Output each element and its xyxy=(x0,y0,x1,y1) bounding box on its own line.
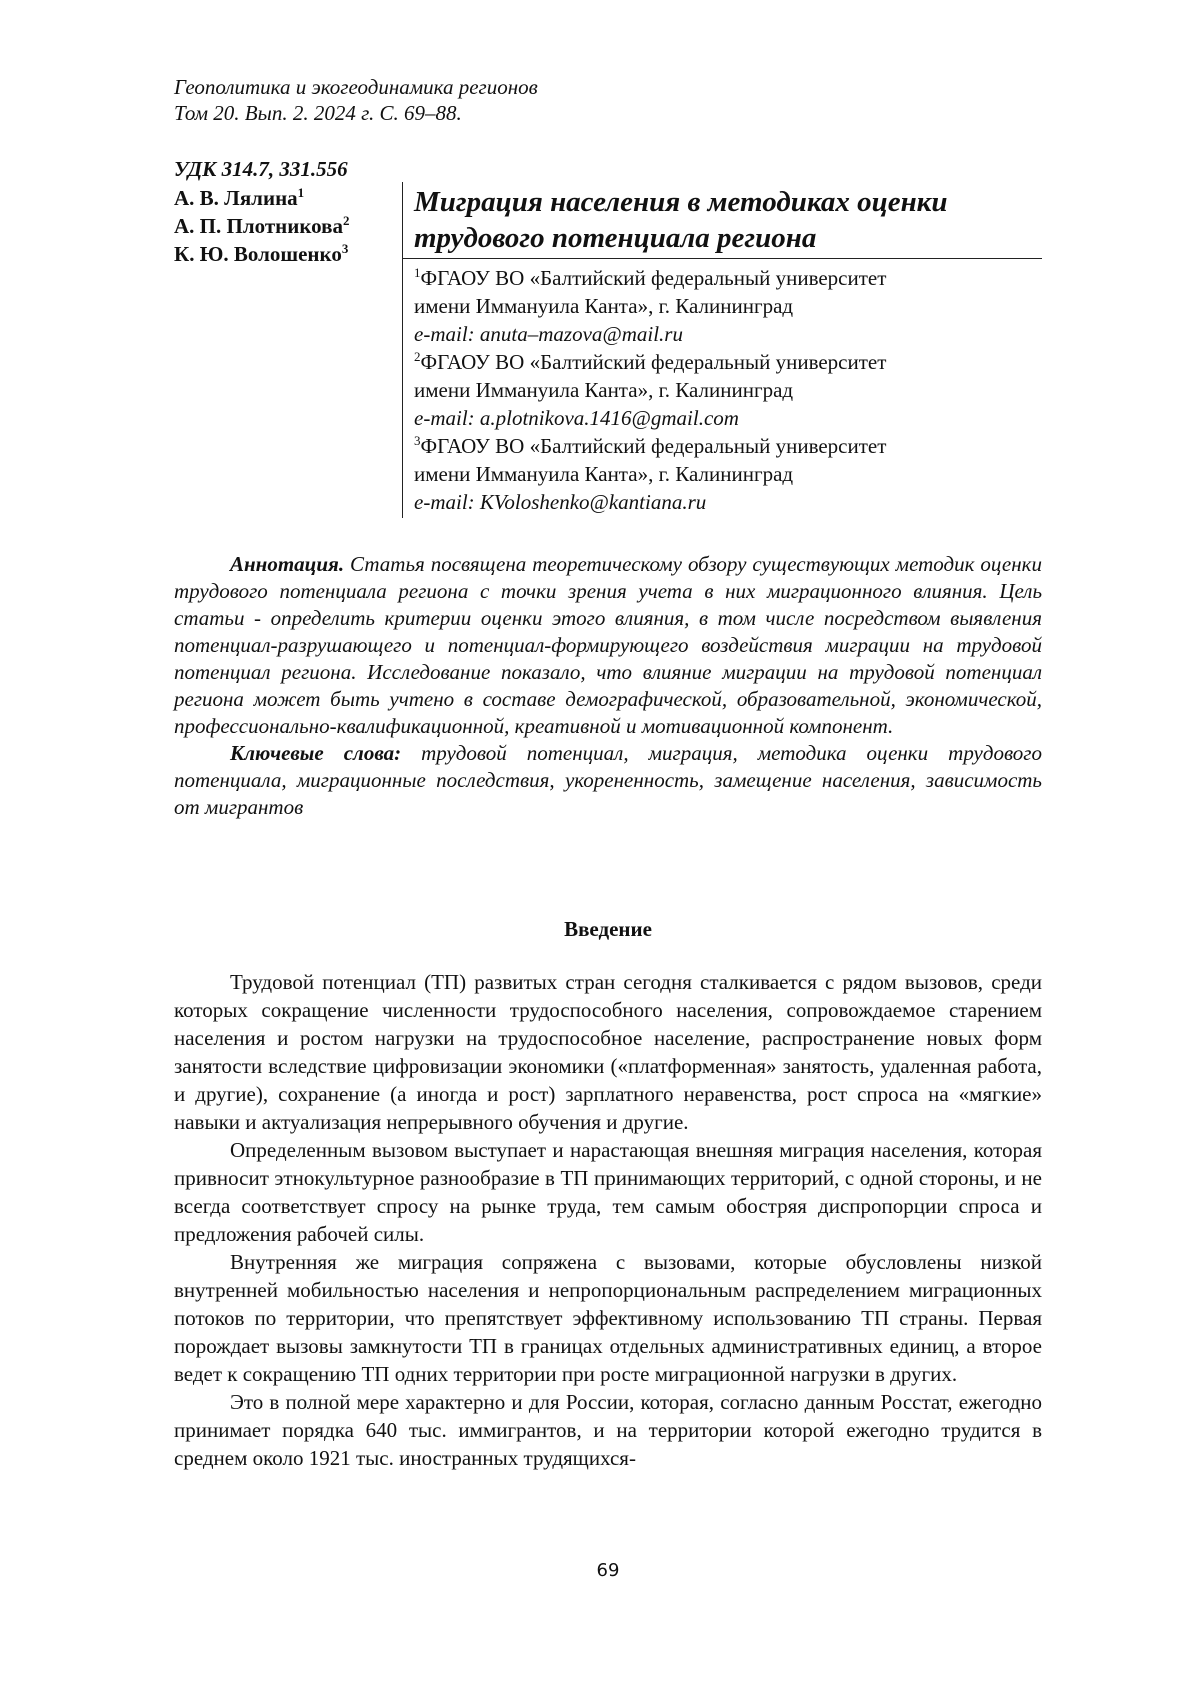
page-number: 69 xyxy=(596,1560,620,1581)
author-name: А. В. Лялина xyxy=(174,186,298,210)
paragraph: Внутренняя же миграция сопряжена с вызовами, которые обусловлены низкой внутренней мобильностью населения и непропорциональным распределением миграционных потоков по территории, что препятствует эффективному использованию ТП страны. Первая порождает вызовы замкнутости ТП в границах отдельных административных единиц, а второе ведет к сокращению ТП одних территории при росте миграционной нагрузки в других. xyxy=(174,1250,1042,1386)
udk-code: УДК 314.7, 331.556 xyxy=(174,157,348,181)
affiliation-org: ФГАОУ ВО «Балтийский федеральный университет xyxy=(420,350,887,374)
body-text xyxy=(174,968,1042,1472)
affiliation xyxy=(414,432,1044,516)
affiliation-org: ФГАОУ ВО «Балтийский федеральный университет xyxy=(420,434,887,458)
affiliation xyxy=(414,348,1044,432)
abstract xyxy=(174,551,1042,740)
author-sup: 3 xyxy=(341,241,349,256)
paragraph: Это в полной мере характерно и для России, которая, согласно данным Росстат, ежегодно принимает порядка 640 тыс. иммигрантов, и на территории которой ежегодно трудится в среднем около 1921 тыс. иностранных трудящихся- xyxy=(174,1390,1042,1470)
affiliation-org: ФГАОУ ВО «Балтийский федеральный университет xyxy=(420,266,887,290)
affiliation-sup: 3 xyxy=(414,433,421,448)
article-title xyxy=(414,184,1044,256)
journal-name: Геополитика и экогеодинамика регионов xyxy=(174,75,538,99)
affiliation-email: e-mail: KVoloshenko@kantiana.ru xyxy=(414,490,707,514)
journal-volume: Том 20. Вып. 2. 2024 г. С. 69–88. xyxy=(174,101,462,125)
author xyxy=(174,212,350,240)
keywords xyxy=(174,740,1042,821)
author-name: А. П. Плотникова xyxy=(174,214,343,238)
affiliation-city: имени Иммануила Канта», г. Калининград xyxy=(414,462,794,486)
section-heading: Введение xyxy=(564,917,652,941)
affiliations xyxy=(414,264,1044,516)
title-line: трудового потенциала региона xyxy=(414,222,817,254)
author-sup: 2 xyxy=(343,213,350,228)
affiliation-email: e-mail: a.plotnikova.1416@gmail.com xyxy=(414,406,739,430)
title-line: Миграция населения в методиках оценки xyxy=(414,186,948,218)
vertical-divider xyxy=(402,182,403,518)
affiliation-sup: 2 xyxy=(414,349,421,364)
keywords-label: Ключевые слова: xyxy=(230,741,402,765)
title-underline xyxy=(402,258,1042,259)
abstract-block xyxy=(174,551,1042,821)
journal-info xyxy=(174,74,538,126)
affiliation-city: имени Иммануила Канта», г. Калининград xyxy=(414,378,794,402)
author xyxy=(174,184,350,212)
abstract-text: Статья посвящена теоретическому обзору существующих методик оценки трудового потенциала региона с точки зрения учета в них миграционного влияния. Цель статьи - определить критерии оценки этого влияния, в том числе посредством выявления потенциал-разрушающего и потенциал-формирующего воздействия миграции на трудовой потенциал региона. Исследование показало, что влияние миграции на трудовой потенциал региона может быть учтено в составе демографической, образовательной, экономической, профессионально-квалификационной, креативной и мотивационной компонент. xyxy=(174,552,1042,738)
author-list xyxy=(174,184,350,268)
affiliation xyxy=(414,264,1044,348)
keywords-text: трудовой потенциал, миграция, методика оценки трудового потенциала, миграционные последствия, укорененность, замещение населения, зависимость от мигрантов xyxy=(174,741,1042,819)
paragraph: Определенным вызовом выступает и нарастающая внешняя миграция населения, которая привносит этнокультурное разнообразие в ТП принимающих территорий, с одной стороны, и не всегда соответствует спросу на рынке труда, тем самым обостряя диспропорции спроса и предложения рабочей силы. xyxy=(174,1138,1042,1246)
abstract-label: Аннотация. xyxy=(230,552,345,576)
author-sup: 1 xyxy=(297,185,305,200)
affiliation-city: имени Иммануила Канта», г. Калининград xyxy=(414,294,794,318)
author xyxy=(174,240,350,268)
paragraph: Трудовой потенциал (ТП) развитых стран сегодня сталкивается с рядом вызовов, среди которых сокращение численности трудоспособного населения, сопровождаемое старением населения и ростом нагрузки на трудоспособное население, распространение новых форм занятости вследствие цифровизации экономики («платформенная» занятость, удаленная работа, и другие), сохранение (а иногда и рост) зарплатного неравенства, рост спроса на «мягкие» навыки и актуализация непрерывного обучения и другие. xyxy=(174,970,1042,1134)
author-name: К. Ю. Волошенко xyxy=(174,242,342,266)
affiliation-email: e-mail: anuta–mazova@mail.ru xyxy=(414,322,683,346)
affiliation-sup: 1 xyxy=(414,265,421,280)
